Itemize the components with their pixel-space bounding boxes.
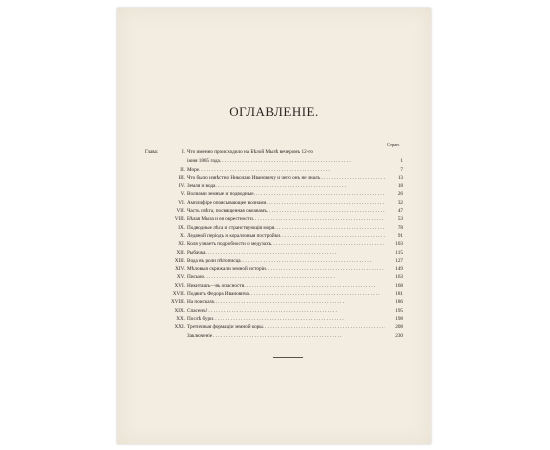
toc-entry bbox=[145, 224, 403, 232]
chapter-prefix: Глава: bbox=[145, 150, 159, 155]
toc-entry-label: Коля узнаетъ подробности о медузахъ. . . . bbox=[187, 240, 385, 248]
toc-entry-page: 7 bbox=[385, 166, 403, 174]
toc-entry-label: Амплифіре опоясывающее волнами. . . . bbox=[187, 199, 385, 207]
toc-entry bbox=[145, 249, 403, 257]
toc-entry-number: XIV. bbox=[175, 266, 185, 273]
page-title: ОГЛАВЛЕНІЕ. bbox=[229, 104, 319, 119]
toc-entry bbox=[145, 290, 403, 298]
toc-entry-label: Третичныя формаціи земной коры. . . . bbox=[187, 323, 385, 331]
toc-entry-label: На поискахъ . . . bbox=[187, 298, 385, 306]
toc-entry-label: Подвигъ Федора Ивановича. . . . bbox=[187, 290, 385, 298]
toc-entry-number: XVI. bbox=[174, 282, 185, 289]
toc-entry-number: XII. bbox=[176, 249, 185, 256]
toc-entry bbox=[145, 282, 403, 290]
toc-entry-number: I. bbox=[181, 149, 185, 155]
toc-entry-number: IX. bbox=[178, 224, 185, 231]
toc-entry-number: XV. bbox=[176, 274, 185, 281]
toc-entry bbox=[145, 190, 403, 198]
toc-entry bbox=[145, 273, 403, 281]
toc-entry-label: Волнами земные и подводные. . . . bbox=[187, 190, 385, 198]
toc-entry-page: 163 bbox=[385, 273, 403, 281]
toc-entry-page: 47 bbox=[385, 207, 403, 215]
toc-entry-label: Спасенъ! . . . bbox=[187, 307, 385, 315]
toc-entry-number: XVIII. bbox=[171, 299, 185, 306]
toc-entry-number: IV. bbox=[178, 183, 185, 190]
table-of-contents bbox=[145, 148, 403, 340]
toc-entry-label: Часть свѣта, посвященная океанамъ. . . . bbox=[187, 207, 385, 215]
toc-entry bbox=[145, 240, 403, 248]
toc-entry-page: 181 bbox=[385, 290, 403, 298]
toc-entry-page: 149 bbox=[385, 265, 403, 273]
toc-entry-number: XIX. bbox=[174, 307, 185, 314]
book-page bbox=[117, 8, 431, 444]
closing-rule bbox=[273, 357, 303, 358]
toc-entry-number: VIII. bbox=[174, 216, 185, 223]
toc-entry-number: XIII. bbox=[174, 257, 185, 264]
page-column-header: Стран. bbox=[387, 142, 400, 147]
toc-entry-number: XI. bbox=[178, 241, 185, 248]
toc-entry bbox=[145, 174, 403, 182]
toc-entry bbox=[145, 257, 403, 265]
toc-entry bbox=[145, 298, 403, 306]
toc-entry bbox=[145, 207, 403, 215]
toc-entry bbox=[145, 332, 403, 340]
toc-entry-number: VI. bbox=[178, 199, 185, 206]
toc-entry-number: V. bbox=[180, 191, 185, 198]
toc-entry-page: 230 bbox=[385, 332, 403, 340]
toc-entry-page: 32 bbox=[385, 199, 403, 207]
toc-entry-label: Письмо. . . . bbox=[187, 273, 385, 281]
toc-entry-number: VII. bbox=[176, 208, 185, 215]
toc-entry bbox=[145, 148, 403, 157]
toc-entry bbox=[145, 323, 403, 331]
toc-entry-page: 1 bbox=[385, 157, 403, 165]
toc-entry-label: Море. . . . bbox=[187, 166, 385, 174]
toc-entry bbox=[145, 315, 403, 323]
toc-entry-page: 13 bbox=[385, 174, 403, 182]
toc-entry-number: XXI. bbox=[174, 324, 185, 331]
toc-entry-page: 127 bbox=[385, 257, 403, 265]
toc-entry-label: Никиташъ—въ опасности. . . . bbox=[187, 282, 385, 290]
toc-entry-page: 208 bbox=[385, 323, 403, 331]
toc-entry bbox=[145, 157, 403, 165]
toc-entry-label: Подводные лѣса и странствующія моря. . . . bbox=[187, 224, 385, 232]
toc-entry-label: Бѣлая Мыза и ея окрестности. . . . bbox=[187, 215, 385, 223]
toc-entry-page: 18 bbox=[385, 182, 403, 190]
toc-entry-label: Земля и вода. . . . bbox=[187, 182, 385, 190]
toc-entry-label: Что было извѣстно Николаю Ивановичу и чего онъ не зналъ . . . bbox=[187, 174, 385, 182]
toc-entry-page: 91 bbox=[385, 232, 403, 240]
toc-entry-number: XVII. bbox=[172, 291, 185, 298]
toc-entry-label: іюня 1885 года. . . . bbox=[187, 157, 385, 165]
toc-entry-label: Послѣ бури. . . . bbox=[187, 315, 385, 323]
toc-entry-number: II. bbox=[180, 166, 185, 173]
toc-entry-label: Заключеніе . . . bbox=[187, 332, 385, 340]
toc-entry-label: Что именно происходило на Бѣлой Мызѣ вечеромъ 12-го bbox=[187, 149, 314, 155]
toc-entry-page: 115 bbox=[385, 249, 403, 257]
toc-entry bbox=[145, 215, 403, 223]
toc-entry-label: Рыбачка. . . . bbox=[187, 249, 385, 257]
toc-entry bbox=[145, 307, 403, 315]
toc-entry-page: 168 bbox=[385, 282, 403, 290]
toc-entry bbox=[145, 182, 403, 190]
toc-entry-page: 186 bbox=[385, 298, 403, 306]
toc-entry bbox=[145, 199, 403, 207]
toc-entry-number: III. bbox=[178, 174, 185, 181]
toc-entry bbox=[145, 265, 403, 273]
toc-entry bbox=[145, 166, 403, 174]
toc-entry-page: 195 bbox=[385, 307, 403, 315]
toc-entry-page: 103 bbox=[385, 240, 403, 248]
toc-entry-page: 78 bbox=[385, 224, 403, 232]
toc-entry bbox=[145, 232, 403, 240]
toc-entry-label: Мѣловыя скрижали земной исторіи. . . . bbox=[187, 265, 385, 273]
toc-entry-page: 198 bbox=[385, 315, 403, 323]
toc-entry-page: 26 bbox=[385, 190, 403, 198]
toc-entry-label: Вода въ роли пѣтописца. . . . bbox=[187, 257, 385, 265]
toc-entry-label: Ледяной періодъ и коралловыя постройки. . . . bbox=[187, 232, 385, 240]
toc-entry-number: XX. bbox=[176, 315, 185, 322]
toc-entry-page: 53 bbox=[385, 215, 403, 223]
toc-entry-number: X. bbox=[179, 232, 185, 239]
